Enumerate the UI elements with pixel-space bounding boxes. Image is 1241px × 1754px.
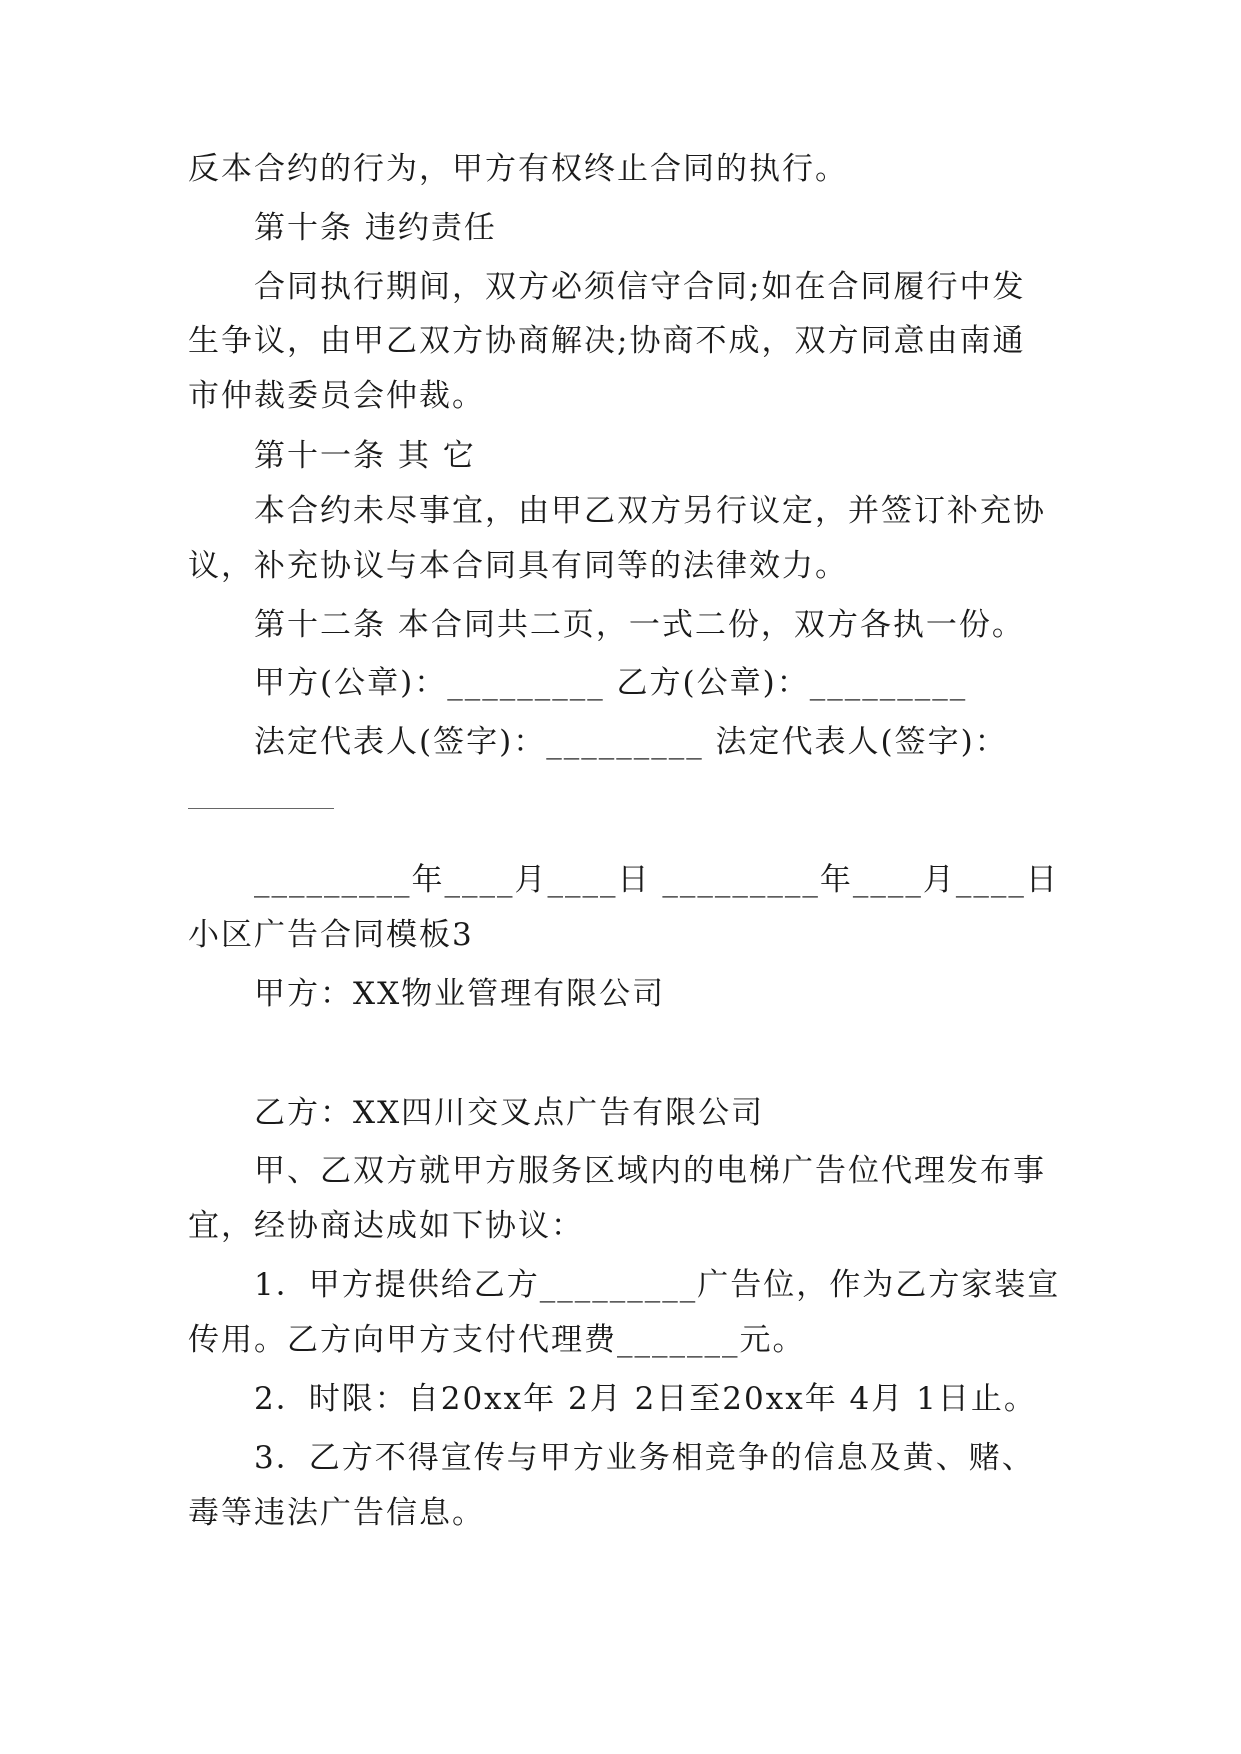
- paragraph-line: 市仲裁委员会仲裁。: [188, 378, 485, 414]
- paragraph-line: 传用。乙方向甲方支付代理费_______元。: [188, 1322, 806, 1358]
- signature-line: 法定代表人(签字)：_________ 法定代表人(签字)：: [254, 724, 1008, 760]
- signature-line: 甲方(公章)：_________ 乙方(公章)：_________: [254, 665, 968, 701]
- paragraph-line: 毒等违法广告信息。: [188, 1495, 485, 1531]
- paragraph-line: 本合约未尽事宜，由甲乙双方另行议定，并签订补充协: [254, 493, 1046, 529]
- paragraph-line: 生争议，由甲乙双方协商解决;协商不成，双方同意由南通: [188, 323, 1026, 359]
- paragraph-line: 合同执行期间，双方必须信守合同;如在合同履行中发: [254, 269, 1026, 305]
- article-heading: 第十二条 本合同共二页，一式二份，双方各执一份。: [254, 607, 1025, 643]
- clause-line: 1．甲方提供给乙方_________广告位，作为乙方家装宣: [254, 1267, 1061, 1303]
- paragraph-line: 宜，经协商达成如下协议：: [188, 1208, 584, 1244]
- signature-blank: [188, 808, 334, 809]
- article-heading: 第十条 违约责任: [254, 210, 497, 246]
- paragraph-line: 反本合约的行为，甲方有权终止合同的执行。: [188, 151, 848, 187]
- paragraph-line: 议，补充协议与本合同具有同等的法律效力。: [188, 548, 848, 584]
- clause-line: 3．乙方不得宣传与甲方业务相竞争的信息及黄、赌、: [254, 1440, 1035, 1476]
- party-b-line: 乙方：XX四川交叉点广告有限公司: [254, 1095, 765, 1131]
- paragraph-line: 甲、乙双方就甲方服务区域内的电梯广告位代理发布事: [254, 1153, 1046, 1189]
- article-heading: 第十一条 其 它: [254, 438, 476, 474]
- clause-line: 2．时限：自20xx年 2月 2日至20xx年 4月 1日止。: [254, 1381, 1037, 1417]
- date-line: _________年____月____日 _________年____月____日: [254, 862, 1059, 898]
- contract-title: 小区广告合同模板3: [188, 917, 474, 953]
- party-a-line: 甲方：XX物业管理有限公司: [254, 976, 666, 1012]
